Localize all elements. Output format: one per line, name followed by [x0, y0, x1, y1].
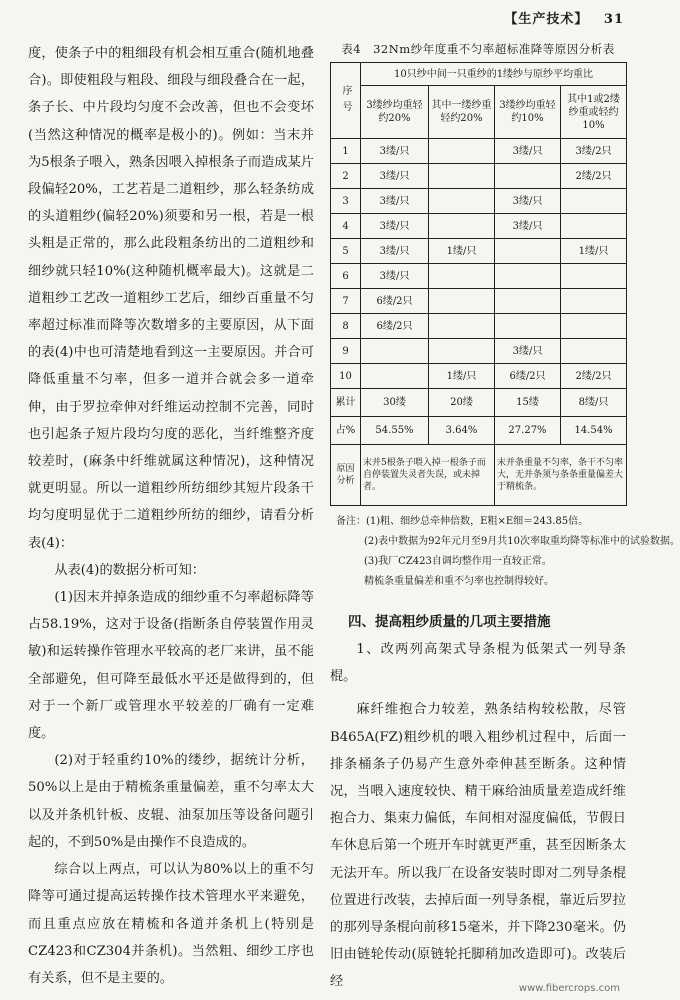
table-cell: 末并条重量不匀率，条干不匀率大，无并条须与条条重量偏差大于精梳条。 — [495, 445, 627, 506]
table-cell: 54.55% — [361, 417, 429, 445]
table-cell: 3缕/只 — [361, 214, 429, 239]
table-cell: 1缕/只 — [429, 239, 495, 264]
page-number: 31 — [603, 12, 624, 27]
column-group-header: 10只纱中间一只重纱的1缕纱与原纱平均重比 — [361, 63, 627, 86]
table-cell — [429, 139, 495, 164]
table-cell: 3缕/只 — [495, 139, 561, 164]
paragraph: 1、改两列高架式导条棍为低架式一列导条棍。 — [330, 642, 626, 685]
table-note: (2)表中数据为92年元月至9月共10次率取重均降等标准中的试验数据。 — [364, 536, 680, 547]
table-cell: 3缕/只 — [361, 164, 429, 189]
table-cell: 3缕/只 — [361, 264, 429, 289]
paragraph: 麻纤维抱合力较差，熟条结构较松散，尽管B465A(FZ)粗纱机的喂入粗纱机过程中，后面一排条桶条子仍易产生意外牵伸甚至断条。这种情况，当喂入速度较快、精干麻给油质量差造成纤维抱合力、集束力偏低，车间相对湿度偏低，节假日车休息后第一个班开车时就更严重，甚至因断条太无法开车。所以我厂在设备安装时即对二列导条棍位置进行改装，去掉后面一列导条棍，靠近后罗拉的那列导条棍向前移15毫米，并下降230毫米。仍旧由链轮传动(原链轮托脚稍加改造即可)。改装后经 — [330, 702, 626, 990]
table-cell: 14.54% — [561, 417, 627, 445]
table-cell — [429, 189, 495, 214]
table-cell: 原因分析 — [331, 445, 361, 506]
table-cell — [495, 289, 561, 314]
row-number-cell: 7 — [331, 289, 361, 314]
table-row — [331, 264, 627, 289]
table-cell: 3缕/只 — [361, 239, 429, 264]
row-number-cell: 8 — [331, 314, 361, 339]
table-cell — [561, 264, 627, 289]
table-cell — [429, 314, 495, 339]
row-number-cell: 4 — [331, 214, 361, 239]
right-column — [330, 40, 680, 996]
table-note: 备注：(1)粗、细纱总牵伸倍数，E粗×E细＝243.85倍。 — [336, 516, 589, 527]
table-row — [331, 139, 627, 164]
table-cell: 占% — [331, 417, 361, 445]
table-row — [331, 164, 627, 189]
table-cell: 3缕/只 — [495, 339, 561, 364]
table-note: (3)我厂CZ423自调均整作用一直较正常。 — [364, 556, 552, 567]
table-cell: 30缕 — [361, 389, 429, 417]
table-note: 精梳条重量偏差和重不匀率也控制得较好。 — [364, 576, 554, 587]
paragraph: (2)对于轻重约10%的缕纱，据统计分析，50%以上是由于精梳条重量偏差，重不匀率太大以及并条机针板、皮辊、油泵加压等设备问题引起的，不到50%是由操作不良造成的。 — [28, 753, 314, 850]
row-number-cell: 3 — [331, 189, 361, 214]
table-cell: 6缕/2只 — [361, 314, 429, 339]
table-row — [331, 339, 627, 364]
table-cell — [495, 164, 561, 189]
table-cell: 3.64% — [429, 417, 495, 445]
table-cell: 15缕 — [495, 389, 561, 417]
row-number-cell: 2 — [331, 164, 361, 189]
table-row — [331, 314, 627, 339]
table-cell: 6缕/2只 — [495, 364, 561, 389]
table-cell: 1缕/只 — [429, 364, 495, 389]
table-caption: 表4 32Nm纱年度重不匀率超标准降等原因分析表 — [341, 42, 615, 56]
table-cell — [561, 189, 627, 214]
column-header: 3缕纱均重轻约20% — [361, 86, 429, 139]
section-title: 四、提高粗纱质量的几项主要措施 — [348, 614, 551, 630]
table-cell — [561, 214, 627, 239]
percent-row — [331, 417, 627, 445]
table-cell — [429, 339, 495, 364]
table-cell: 3缕/只 — [361, 139, 429, 164]
table-cell — [361, 364, 429, 389]
table-cell — [495, 314, 561, 339]
paragraph: (1)因末并掉条造成的细纱重不匀率超标降等占58.19%，这对于设备(指断条自停装置作用灵敏)和运转操作管理水平较高的老厂来讲，虽不能全部避免，但可降至最低水平还是做得到的，但对于一个新厂或管理水平较差的厂确有一定难度。 — [28, 590, 314, 742]
table-cell — [495, 239, 561, 264]
table-row — [331, 364, 627, 389]
table-cell — [429, 164, 495, 189]
row-number-cell: 10 — [331, 364, 361, 389]
running-header — [504, 8, 624, 27]
table-row — [331, 189, 627, 214]
row-number-cell: 5 — [331, 239, 361, 264]
paragraph: 从表(4)的数据分析可知： — [54, 562, 205, 578]
table-cell: 末并5根条子喂入掉一根条子而自停装置失灵者失误，或未掉者。 — [361, 445, 495, 506]
table-cell — [429, 214, 495, 239]
table-cell: 2缕/2只 — [561, 364, 627, 389]
column-header: 其中一缕纱重轻约20% — [429, 86, 495, 139]
row-number-cell: 6 — [331, 264, 361, 289]
paragraph: 综合以上两点，可以认为80%以上的重不匀降等可通过提高运转操作技术管理水平来避免，而且重点应放在精梳和各道并条机上(特别是CZ423和CZ304并条机)。当然粗、细纱工序也有关系，但不是主要的。 — [28, 862, 314, 986]
section-body — [330, 636, 626, 996]
column-header: 3缕纱均重轻约10% — [495, 86, 561, 139]
sum-row — [331, 389, 627, 417]
row-number-cell: 1 — [331, 139, 361, 164]
table-cell: 3缕/只 — [495, 189, 561, 214]
header-section: 【生产技术】 — [504, 12, 589, 27]
row-number-cell: 9 — [331, 339, 361, 364]
table-cell: 3缕/只 — [495, 214, 561, 239]
table-cell: 2缕/2只 — [561, 164, 627, 189]
table-cell: 3缕/只 — [361, 189, 429, 214]
table-cell — [429, 264, 495, 289]
paragraph: 度，使条子中的粗细段有机会相互重合(随机地叠合)。即使粗段与粗段、细段与细段叠合在一起，条子长、中片段均匀度不会改善，但也不会变坏(当然这种情况的概率是极小的)。例如：当末并为5根条子喂入，熟条因喂入掉根条子而造成某片段偏轻20%，工艺若是二道粗纱，那么轻条纺成的头道粗纱(偏轻20%)须要和另一根，若是一根头粗是正常的，那么此段粗条纺出的二道粗纱和细纱就只轻10%(这种随机概率最大)。这就是二道粗纱工艺改一道粗纱工艺后，细纱百重量不匀率超过标准而降等次数增多的主要原因，从下面的表(4)中也可清楚地看到这一主要原因。并合可降低重量不匀率，但多一道并合就会多一道牵伸，由于罗拉牵伸对纤维运动控制不完善，同时也引起条子短片段均匀度的恶化，当纤维整齐度较差时，(麻条中纤维就属这种情况)，这种情况就更明显。所以一道粗纱所纺细纱其短片段条干均匀度明显优于二道粗纱所纺的细纱，请看分析表(4)： — [28, 46, 314, 551]
table-cell — [561, 339, 627, 364]
table-notes — [330, 512, 680, 592]
table-cell: 3缕/2只 — [561, 139, 627, 164]
table-row — [331, 289, 627, 314]
table-cell: 27.27% — [495, 417, 561, 445]
table-cell — [429, 289, 495, 314]
table-body — [331, 139, 627, 389]
analysis-row — [331, 445, 627, 506]
watermark: www.fibercrops.com — [518, 983, 620, 994]
table-row — [331, 239, 627, 264]
table-cell — [561, 289, 627, 314]
table-cell — [561, 314, 627, 339]
table-cell: 累计 — [331, 389, 361, 417]
table-cell: 1缕/只 — [561, 239, 627, 264]
table-row — [331, 214, 627, 239]
left-column — [28, 40, 314, 992]
table-cell — [361, 339, 429, 364]
table-cell — [495, 264, 561, 289]
column-header: 其中1或2缕纱重或轻约10% — [561, 86, 627, 139]
analysis-table — [330, 62, 627, 506]
row-header-cell: 序号 — [331, 63, 361, 139]
table-cell: 6缕/2只 — [361, 289, 429, 314]
table-cell: 8缕/只 — [561, 389, 627, 417]
table-cell: 20缕 — [429, 389, 495, 417]
